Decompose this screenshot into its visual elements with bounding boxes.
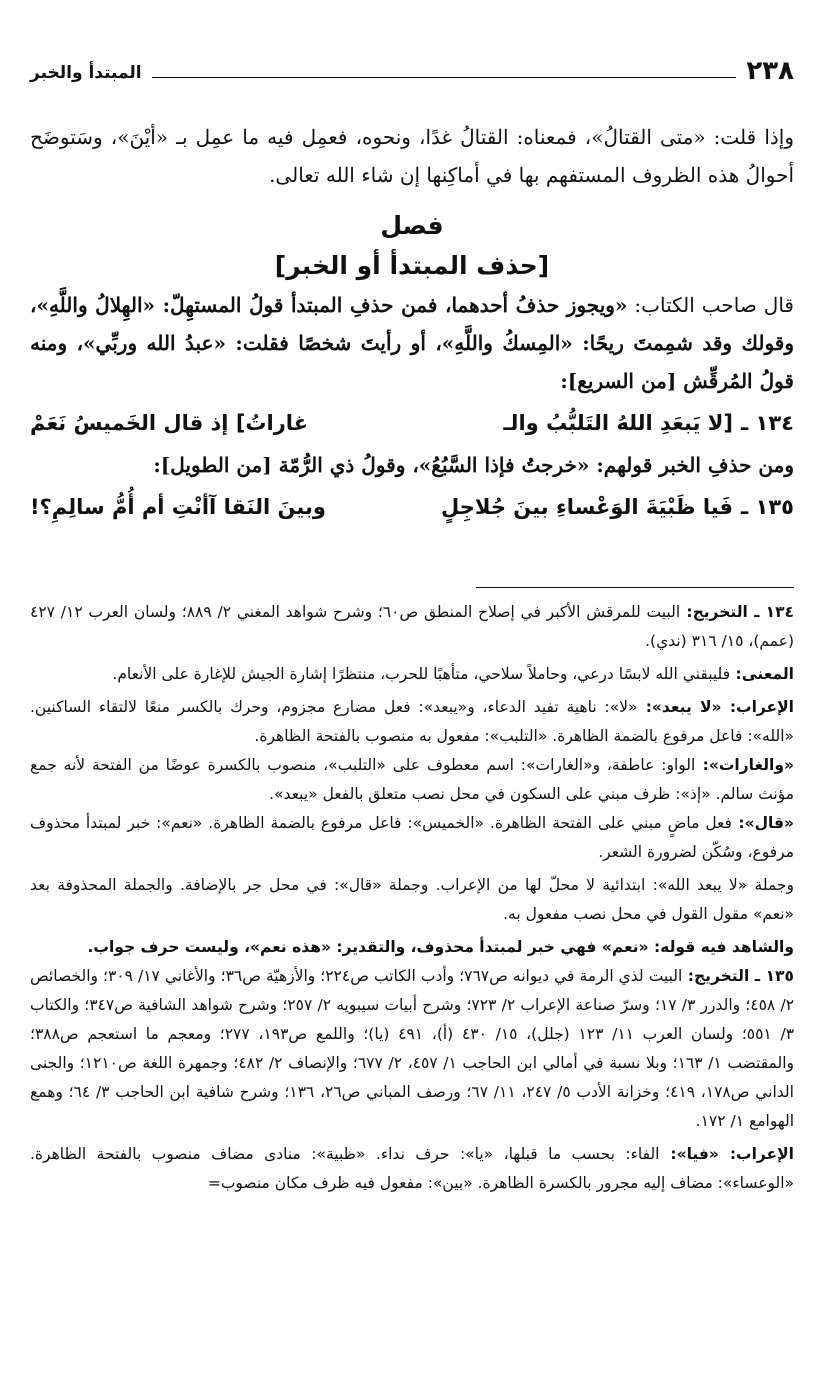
footnote-134-irab <box>30 693 794 751</box>
footnote-134-jumla: وجملة «لا يبعد الله»: ابتدائية لا محلّ لها من الإعراب. وجملة «قال»: في محل جر بالإضافة. والجملة المحذوفة بعد «نعم» مقول القول في محل نصب مفعول به. <box>30 876 794 923</box>
footnote-135-irab <box>30 1140 794 1198</box>
verse-135 <box>30 484 794 530</box>
text: «لا»: ناهية تفيد الدعاء، و«يبعد»: فعل مضارع مجزوم، وحرك بالكسر منعًا لالتقاء الساكنين. «الله»: فاعل مرفوع بالضمة الظاهرة. «التلبب»: مفعول به منصوب بالفتحة الظاهرة. <box>30 698 794 745</box>
text: فعل ماضٍ مبني على الفتحة الظاهرة. «الخميس»: فاعل مرفوع بالضمة الظاهرة. «نعم»: خبر لمبتدأ محذوف مرفوع، وسُكّن لضرورة الشعر. <box>30 814 794 861</box>
footnotes <box>30 598 794 1198</box>
verse-134-number: ١٣٤ ـ <box>741 411 794 435</box>
footnote-134-meaning <box>30 660 794 689</box>
label: المعنى: <box>730 665 794 683</box>
section-subheading: [حذف المبتدأ أو الخبر] <box>274 251 550 280</box>
verse-134-first-hemistich: [لا يَبعَدِ اللهُ التَلبُّبُ والـ <box>503 411 734 435</box>
paragraph-2-intro: قال صاحب الكتاب: <box>627 293 794 317</box>
verse-134-second-hemistich: غاراتُ] إذ قال الخَميسُ نَعَمْ <box>29 411 309 435</box>
footnote-134-shahid: والشاهد فيه قوله: «نعم» فهي خبر لمبتدأ محذوف، والتقدير: «هذه نعم»، وليست حرف جواب. <box>87 938 794 956</box>
verse-135-second-hemistich: وبينَ النَقا آأنْتِ أم أُمُّ سالِمِ؟! <box>29 495 326 519</box>
footnote-separator <box>476 587 794 588</box>
label: ١٣٥ ـ التخريج: <box>682 967 794 985</box>
paragraph-1: وإذا قلت: «متى القتالُ»، فمعناه: القتالُ غدًا، ونحوه، فعمِل فيه ما عمِل بـ «أيْنَ»، وسَتوضَح أحوالُ هذه الظروف المستفهم بها في أماكِنها إن شاء الله تعالى. <box>30 125 794 187</box>
footnote-134-ghaarat <box>30 751 794 809</box>
verse-134 <box>30 400 794 446</box>
paragraph-3: ومن حذفِ الخبر قولهم: «خرجتُ فإذا السَّبُعُ»، وقولُ ذي الرُّمّة [من الطويل]: <box>153 453 794 477</box>
label: «والغارات»: <box>695 756 794 774</box>
label: الإعراب: «فيا»: <box>659 1145 794 1163</box>
running-header <box>30 52 794 84</box>
text: البيت لذي الرمة في ديوانه ص٧٦٧؛ وأدب الكاتب ص٢٢٤؛ والأزهيّة ص٣٦؛ والأغاني ١٧/ ٣٠٩؛ والخصائص ٢/ ٤٥٨؛ والدرر ٣/ ١٧؛ وسرّ صناعة الإعراب ٢/ ٧٢٣؛ وشرح أبيات سيبويه ٢/ ٢٥٧؛ وشرح شواهد الشافية ص٣٤٧؛ والكتاب ٣/ ٥٥١؛ ولسان العرب ١١/ ١٢٣ (جلل)، ١٥/ ٤٣٠ (أ)، ٤٩١ (يا)؛ واللمع ص١٩٣، ٢٧٧؛ ومعجم ما استعجم ص٣٨٨؛ والمقتضب ١/ ١٦٣؛ وبلا نسبة في أمالي ابن الحاجب ١/ ٤٥٧، ٢/ ٦٧٧؛ والإنصاف ٢/ ٤٨٢؛ وجمهرة اللغة ص١٢١٠؛ والجنى الداني ص١٧٨، ٤١٩؛ وخزانة الأدب ٥/ ٢٤٧، ١١/ ٦٧؛ ورصف المباني ص٢٦، ١٣٦؛ وشرح شافية ابن الحاجب ٣/ ٦٤؛ وهمع الهوامع ١/ ١٧٢. <box>30 967 795 1130</box>
text: الفاء: بحسب ما قبلها، «يا»: حرف نداء. «ظبية»: منادى مضاف منصوب بالفتحة الظاهرة. «الوعساء»: مضاف إليه مجرور بالكسرة الظاهرة. «بين»: مفعول فيه ظرف مكان منصوب= <box>30 1145 794 1192</box>
label: «قال»: <box>731 814 794 832</box>
label: ١٣٤ ـ التخريج: <box>680 603 795 621</box>
paragraph-2-quote: «ويجوز حذفُ أحدهما، فمن حذفِ المبتدأ قولُ المستهِلّ: «الهِلالُ واللَّهِ»، وقولك وقد شمِمتَ ريحًا: «المِسكُ واللَّهِ»، أو رأيتَ شخصًا فقلت: «عبدُ الله وربِّي»، ومنه قولُ المُرقِّش [من السريع]: <box>30 293 794 393</box>
text: الواو: عاطفة، و«الغارات»: اسم معطوف على «التلبب»، منصوب بالكسرة عوضًا من الفتحة لأنه جمع مؤنث سالم. «إذ»: ظرف مبني على السكون في محل نصب متعلق بالفعل «يبعد». <box>30 756 794 803</box>
paragraph-2 <box>30 286 794 400</box>
verse-135-number: ١٣٥ ـ <box>741 495 794 519</box>
main-text <box>30 118 794 530</box>
verse-135-first-hemistich: فَيا ظَبْيَةَ الوَعْساءِ بينَ جُلاجِلٍ <box>441 495 734 519</box>
footnote-134-qaala <box>30 809 794 867</box>
page-number: ٢٣٨ <box>746 56 794 86</box>
header-rule <box>152 77 737 78</box>
section-heading: فصل <box>380 211 444 240</box>
running-title: المبتدأ والخبر <box>30 63 142 83</box>
footnote-134-takhrij <box>30 598 794 656</box>
text: فليبقني الله لابسًا درعي، وحاملاً سلاحي، متأهبًا للحرب، منتظرًا إشارة الجيش للإغارة على الأنعام. <box>112 665 731 683</box>
text: البيت للمرقش الأكبر في إصلاح المنطق ص٦٠؛ وشرح شواهد المغني ٢/ ٨٨٩؛ ولسان العرب ١٢/ ٤٢٧ (عمم)، ١٥/ ٣١٦ (ندي). <box>30 603 794 650</box>
footnote-135-takhrij <box>30 962 794 1136</box>
label: الإعراب: «لا يبعد»: <box>637 698 794 716</box>
